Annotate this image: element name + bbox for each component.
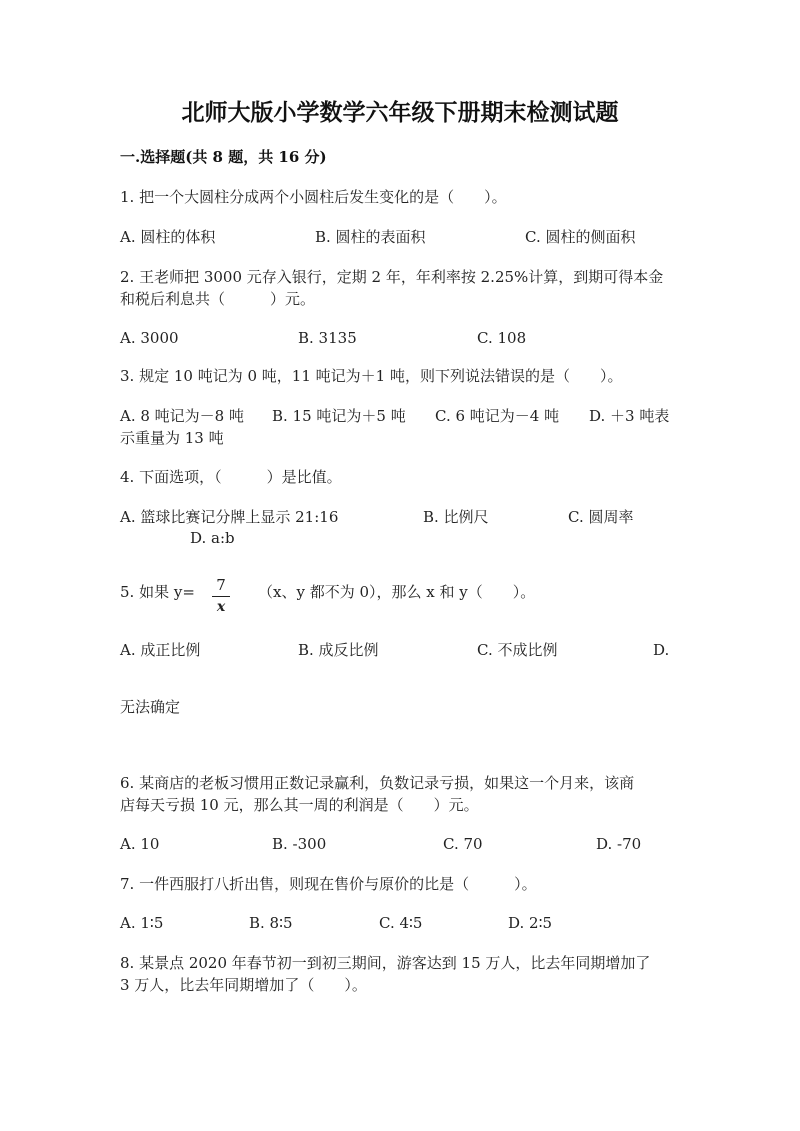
question-5-fraction [210,578,232,614]
question-6-option-c: C. 70 [443,835,483,853]
question-3-option-a: A. 8 吨记为－8 吨 [120,407,244,425]
page-title: 北师大版小学数学六年级下册期末检测试题 [181,99,619,126]
question-1-option-b: B. 圆柱的表面积 [315,228,426,246]
question-2-stem-line-1: 2. 王老师把 3000 元存入银行，定期 2 年，年利率按 2.25%计算，到期可得本金 [120,268,664,286]
question-3-option-d: D. ＋3 吨表 [589,407,670,425]
question-4-option-a: A. 篮球比赛记分牌上显示 21:16 [120,508,339,526]
question-1-option-c: C. 圆柱的侧面积 [525,228,636,246]
question-8-stem-line-2: 3 万人，比去年同期增加了（ ）。 [120,976,367,994]
question-1-stem: 1. 把一个大圆柱分成两个小圆柱后发生变化的是（ ）。 [120,188,507,206]
question-6-option-b: B. -300 [272,835,327,853]
question-5-option-a: A. 成正比例 [120,641,201,659]
question-2-stem-line-2: 和税后利息共（ ）元。 [120,290,316,308]
question-2-option-a: A. 3000 [120,329,179,347]
question-6-stem-line-1: 6. 某商店的老板习惯用正数记录赢利，负数记录亏损，如果这一个月来，该商 [120,774,635,792]
question-6-option-a: A. 10 [120,835,160,853]
question-4-stem: 4. 下面选项，（ ）是比值。 [120,468,342,486]
question-7-stem: 7. 一件西服打八折出售，则现在售价与原价的比是（ ）。 [120,875,537,893]
question-5-stem-start: 5. 如果 y= [120,583,195,601]
question-3-stem: 3. 规定 10 吨记为 0 吨，11 吨记为＋1 吨，则下列说法错误的是（ ）。 [120,367,623,385]
question-5-option-d-text: 无法确定 [120,698,181,716]
question-1-option-a: A. 圆柱的体积 [120,228,216,246]
question-5-option-b: B. 成反比例 [298,641,379,659]
question-3-option-d-continued: 示重量为 13 吨 [120,429,224,447]
section-heading: 一.选择题(共 8 题，共 16 分) [120,148,327,166]
question-4-option-d: D. a:b [190,529,235,547]
question-7-option-d: D. 2∶5 [508,914,553,932]
question-5-stem-end: （x、y 都不为 0），那么 x 和 y（ ）。 [258,583,536,601]
question-4-option-b: B. 比例尺 [423,508,489,526]
question-2-option-b: B. 3135 [298,329,357,347]
question-7-option-a: A. 1∶5 [120,914,164,932]
question-3-option-c: C. 6 吨记为－4 吨 [435,407,560,425]
question-3-option-b: B. 15 吨记为＋5 吨 [272,407,406,425]
question-8-stem-line-1: 8. 某景点 2020 年春节初一到初三期间，游客达到 15 万人，比去年同期增加了 [120,954,651,972]
question-5-option-d: D. [653,641,670,659]
question-2-option-c: C. 108 [477,329,527,347]
question-6-option-d: D. -70 [596,835,642,853]
question-7-option-c: C. 4∶5 [379,914,423,932]
question-6-stem-line-2: 店每天亏损 10 元，那么其一周的利润是（ ）元。 [120,796,479,814]
fraction-denominator: x [216,599,226,615]
fraction-numerator: 7 [216,576,226,594]
question-7-option-b: B. 8∶5 [249,914,293,932]
question-4-option-c: C. 圆周率 [568,508,634,526]
fraction-bar [212,596,230,597]
question-5-option-c: C. 不成比例 [477,641,558,659]
